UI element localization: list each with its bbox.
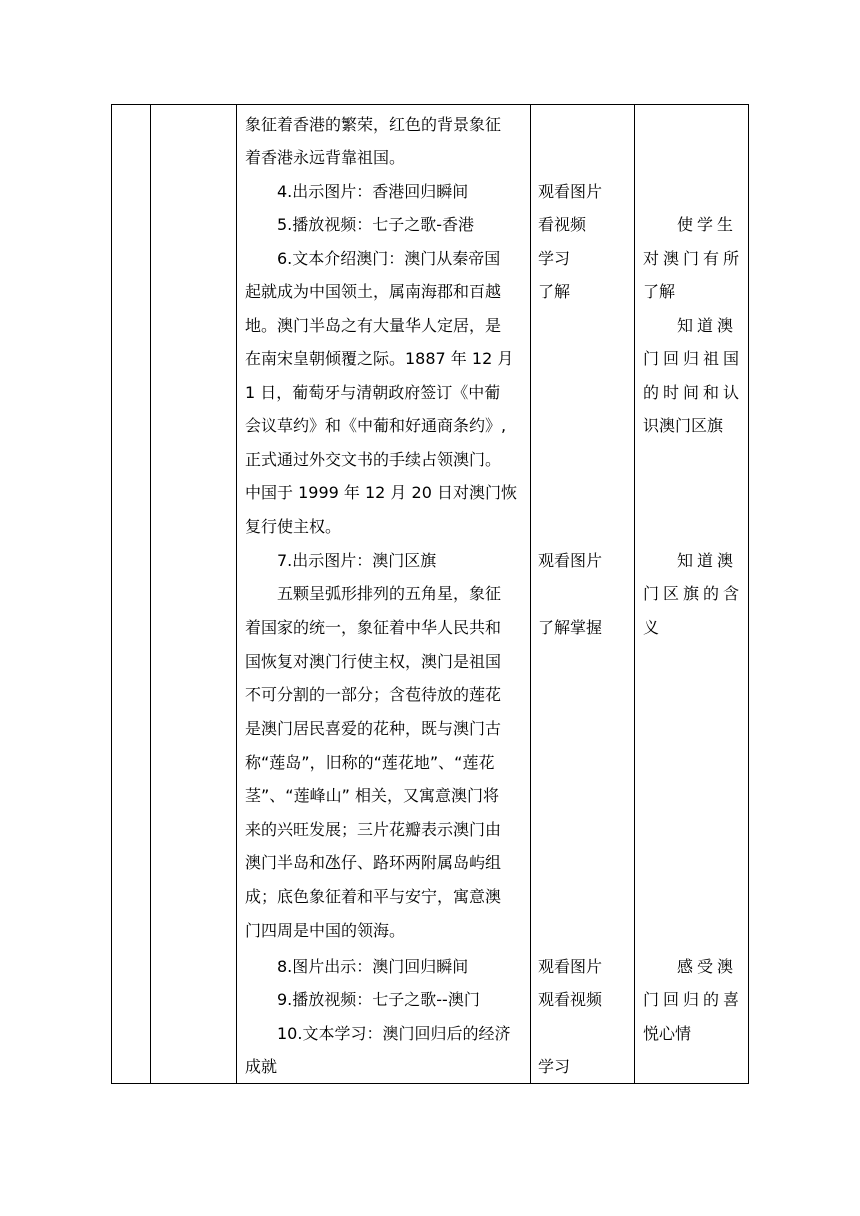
intent-line: 知道澳 <box>677 316 738 335</box>
content-line: 中国于 1999 年 12 月 20 日对澳门恢 <box>245 483 517 502</box>
intent-line: 对澳门有所 <box>643 249 744 268</box>
activity-line: 学习 <box>538 249 571 268</box>
content-line: 10.文本学习：澳门回归后的经济 <box>277 1024 511 1043</box>
content-line: 称“莲岛”，旧称的“莲花地”、“莲花 <box>245 753 495 772</box>
activity-line: 看视频 <box>538 215 587 234</box>
intent-line: 识澳门区旗 <box>643 416 724 435</box>
table-col-border-5 <box>634 104 635 1084</box>
table-col-border-3 <box>236 104 237 1084</box>
content-line: 是澳门居民喜爱的花种，既与澳门古 <box>245 719 502 738</box>
content-line: 不可分割的一部分；含苞待放的莲花 <box>245 685 502 704</box>
activity-line: 观看图片 <box>538 551 603 570</box>
content-line: 1 日，葡萄牙与清朝政府签订《中葡 <box>245 383 501 402</box>
content-line: 会议草约》和《中葡和好通商条约》, <box>245 416 507 435</box>
table-top-border <box>111 104 749 105</box>
content-line: 地。澳门半岛之有大量华人定居，是 <box>245 316 502 335</box>
intent-line: 门区旗的含 <box>643 584 744 603</box>
content-line: 成；底色象征着和平与安宁，寓意澳 <box>245 887 502 906</box>
table-col-border-2 <box>150 104 151 1084</box>
table-col-border-6 <box>748 104 749 1084</box>
content-line: 澳门半岛和氹仔、路环两附属岛屿组 <box>245 853 502 872</box>
activity-line: 了解 <box>538 282 571 301</box>
intent-line: 义 <box>643 618 660 637</box>
intent-line: 悦心情 <box>643 1024 692 1043</box>
content-line: 复行使主权。 <box>245 517 342 536</box>
content-line: 成就 <box>245 1057 278 1076</box>
content-line: 6.文本介绍澳门：澳门从秦帝国 <box>277 249 501 268</box>
intent-line: 使学生 <box>677 215 738 234</box>
content-line: 8.图片出示：澳门回归瞬间 <box>277 957 469 976</box>
content-line: 4.出示图片：香港回归瞬间 <box>277 182 469 201</box>
intent-line: 感受澳 <box>677 957 738 976</box>
content-line: 象征着香港的繁荣，红色的背景象征 <box>245 115 502 134</box>
content-line: 正式通过外交文书的手续占领澳门。 <box>245 450 502 469</box>
table-bottom-border <box>111 1083 749 1084</box>
content-line: 9.播放视频：七子之歌--澳门 <box>277 990 480 1009</box>
content-line: 5.播放视频：七子之歌-香港 <box>277 215 475 234</box>
content-line: 茎”、“莲峰山” 相关，又寓意澳门将 <box>245 786 499 805</box>
content-line: 7.出示图片：澳门区旗 <box>277 551 437 570</box>
intent-line: 了解 <box>643 282 676 301</box>
activity-line: 观看图片 <box>538 957 603 976</box>
intent-line: 门回归祖国 <box>643 349 744 368</box>
content-line: 着香港永远背靠祖国。 <box>245 148 406 167</box>
content-line: 在南宋皇朝倾覆之际。1887 年 12 月 <box>245 349 514 368</box>
intent-line: 知道澳 <box>677 551 738 570</box>
table-col-border-1 <box>111 104 112 1084</box>
intent-line: 的时间和认 <box>643 383 744 402</box>
content-line: 起就成为中国领土，属南海郡和百越 <box>245 282 502 301</box>
content-line: 国恢复对澳门行使主权，澳门是祖国 <box>245 652 502 671</box>
content-line: 着国家的统一，象征着中华人民共和 <box>245 618 502 637</box>
activity-line: 观看视频 <box>538 990 603 1009</box>
content-line: 门四周是中国的领海。 <box>245 921 406 940</box>
activity-line: 学习 <box>538 1057 571 1076</box>
intent-line: 门回归的喜 <box>643 990 744 1009</box>
content-line: 五颗呈弧形排列的五角星，象征 <box>277 584 502 603</box>
content-line: 来的兴旺发展；三片花瓣表示澳门由 <box>245 820 502 839</box>
activity-line: 观看图片 <box>538 182 603 201</box>
activity-line: 了解掌握 <box>538 618 603 637</box>
table-col-border-4 <box>530 104 531 1084</box>
